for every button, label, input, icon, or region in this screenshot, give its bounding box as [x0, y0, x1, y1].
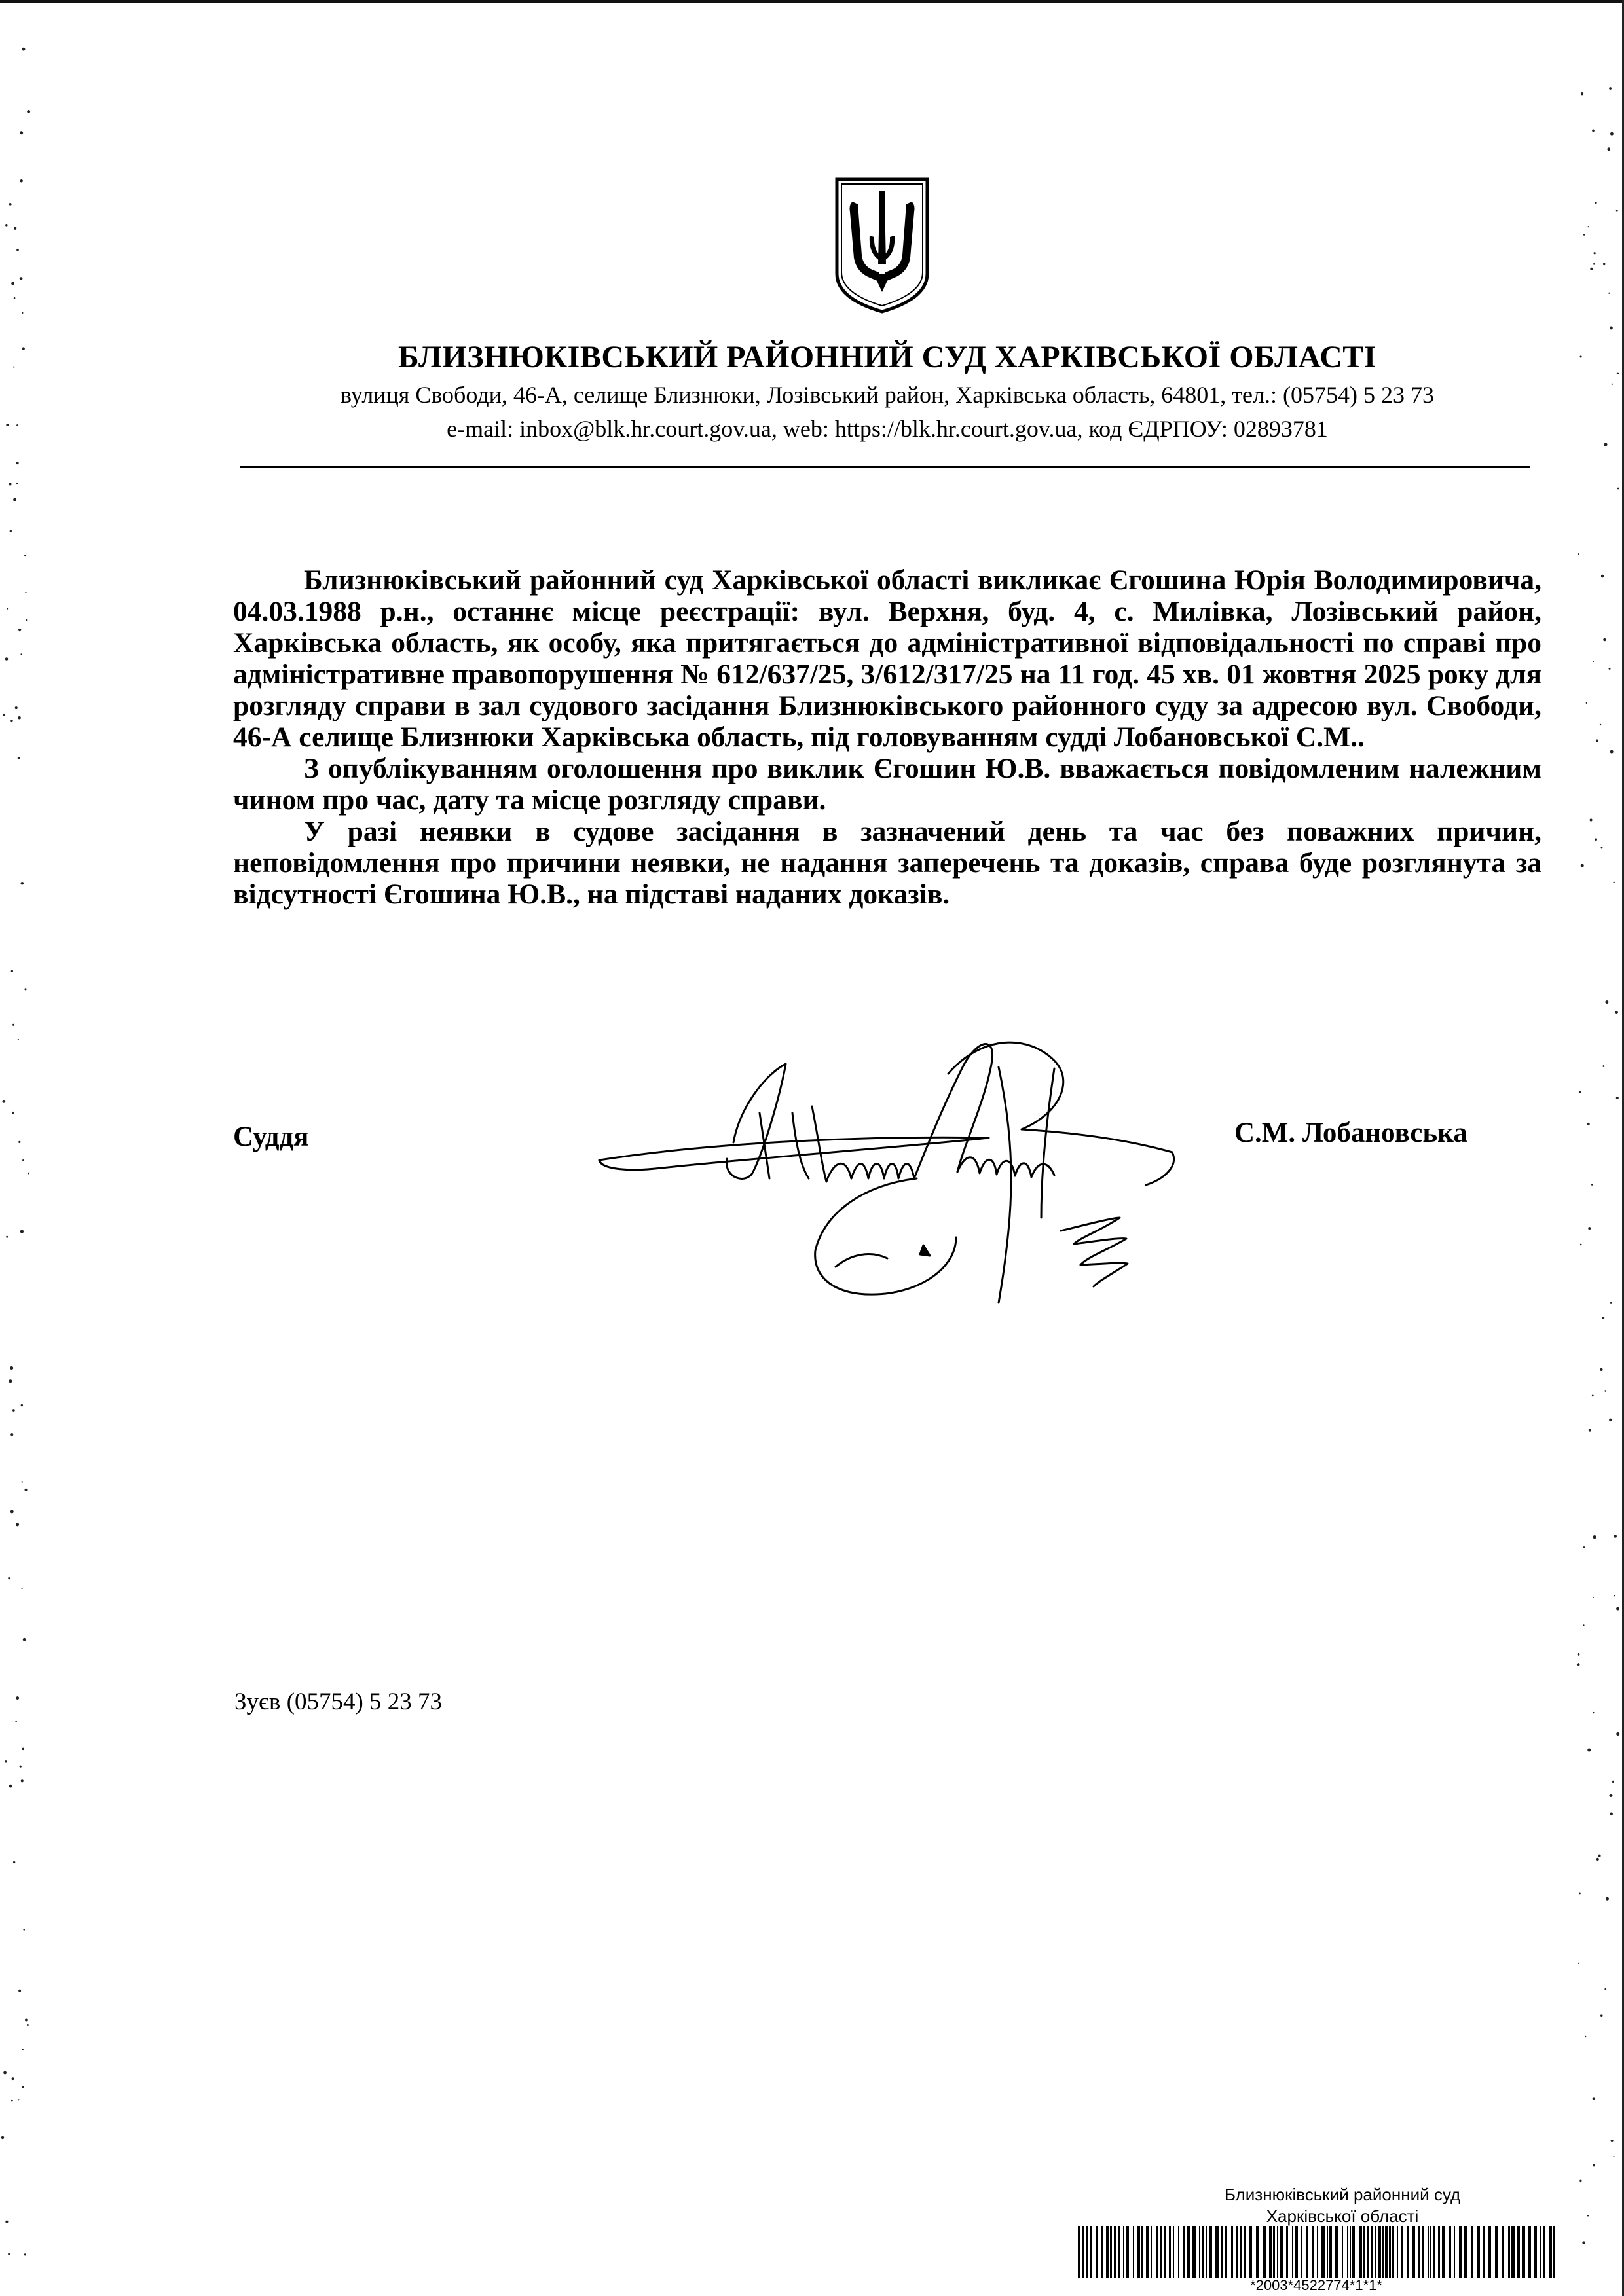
barcode-bar — [1295, 2226, 1298, 2278]
scan-speck — [1604, 1390, 1606, 1392]
scan-speck — [1593, 661, 1594, 662]
scan-speck — [1613, 882, 1614, 883]
barcode-bar — [1178, 2226, 1179, 2278]
scan-speck — [21, 1404, 23, 1406]
barcode-bar — [1277, 2226, 1278, 2278]
barcode-bar — [1273, 2226, 1275, 2278]
scan-speck — [14, 227, 16, 230]
barcode-bar — [1192, 2226, 1196, 2278]
scan-speck — [1602, 1317, 1605, 1319]
barcode-bar — [1263, 2226, 1266, 2278]
barcode-bar — [1292, 2226, 1293, 2278]
barcode-bar — [1464, 2226, 1467, 2278]
barcode-bar — [1286, 2226, 1288, 2278]
barcode-bar — [1438, 2226, 1440, 2278]
scan-speck — [16, 249, 19, 251]
scan-speck — [15, 706, 18, 709]
scan-speck — [1603, 638, 1606, 641]
scan-speck — [21, 1779, 24, 1782]
scan-speck — [1610, 1302, 1612, 1304]
scan-speck — [1591, 1184, 1593, 1186]
scan-speck — [2, 1100, 5, 1103]
scan-speck — [22, 2086, 24, 2088]
barcode-bar — [1528, 2226, 1531, 2278]
scan-speck — [22, 48, 26, 51]
barcode — [1078, 2226, 1555, 2278]
barcode-bar — [1114, 2226, 1116, 2278]
scan-speck — [1603, 263, 1606, 266]
scan-speck — [1611, 2140, 1614, 2142]
scan-speck — [9, 1379, 12, 1383]
scan-speck — [1598, 1855, 1600, 1857]
barcode-bar — [1126, 2226, 1129, 2278]
scan-speck — [26, 619, 27, 621]
barcode-bar — [1206, 2226, 1207, 2278]
scan-speck — [23, 1638, 26, 1641]
barcode-bar — [1082, 2226, 1084, 2278]
scan-speck — [1593, 2164, 1595, 2167]
scan-speck — [1604, 443, 1608, 446]
barcode-bar — [1156, 2226, 1158, 2278]
scan-speck — [22, 1159, 24, 1161]
scan-speck — [18, 1990, 21, 1992]
scan-speck — [20, 179, 23, 182]
scan-speck — [12, 1024, 14, 1026]
barcode-bar — [1199, 2226, 1200, 2278]
scan-speck — [5, 657, 9, 661]
scan-speck — [1596, 739, 1598, 742]
scan-speck — [13, 498, 16, 501]
scan-speck — [1610, 750, 1614, 754]
scan-speck — [9, 483, 12, 485]
scan-speck — [1600, 724, 1601, 725]
scan-speck — [1616, 210, 1618, 212]
barcode-bar — [1317, 2226, 1318, 2278]
barcode-bar — [1375, 2226, 1376, 2278]
scan-speck — [11, 282, 14, 285]
barcode-bar — [1385, 2226, 1388, 2278]
scan-speck — [3, 714, 5, 716]
scan-speck — [14, 297, 16, 299]
scan-speck — [1595, 838, 1597, 841]
scan-speck — [1616, 1607, 1619, 1611]
scan-speck — [1587, 1748, 1591, 1751]
barcode-bar — [1244, 2226, 1246, 2278]
barcode-bar — [1221, 2226, 1223, 2278]
scan-speck — [1579, 2180, 1581, 2182]
scan-speck — [1604, 1988, 1606, 1990]
barcode-bar — [1418, 2226, 1420, 2278]
barcode-bar — [1454, 2226, 1455, 2278]
scan-speck — [1609, 668, 1611, 670]
barcode-bar — [1335, 2226, 1338, 2278]
court-name-heading: БЛИЗНЮКІВСЬКИЙ РАЙОННИЙ СУД ХАРКІВСЬКОЇ ОБЛАСТІ — [398, 340, 1376, 374]
scan-speck — [13, 1861, 15, 1863]
barcode-bar — [1389, 2226, 1391, 2278]
scan-speck — [1587, 2215, 1589, 2217]
scan-speck — [11, 2100, 13, 2102]
barcode-bar — [1407, 2226, 1409, 2278]
scan-speck — [1587, 1123, 1590, 1125]
scan-speck — [20, 131, 23, 134]
scan-speck — [22, 312, 23, 314]
barcode-bar — [1101, 2226, 1103, 2278]
barcode-bar — [1118, 2226, 1120, 2278]
scan-speck — [1602, 1065, 1604, 1067]
barcode-bar — [1096, 2226, 1098, 2278]
barcode-bar — [1363, 2226, 1365, 2278]
scan-speck — [11, 970, 13, 972]
barcode-bar — [1347, 2226, 1348, 2278]
scan-speck — [22, 1748, 25, 1751]
scan-speck — [1586, 702, 1587, 704]
barcode-bar — [1350, 2226, 1351, 2278]
scan-speck — [1578, 1653, 1580, 1656]
stamp-line-2: Харківської області — [1266, 2206, 1419, 2226]
barcode-bar — [1517, 2226, 1520, 2278]
scan-speck — [22, 2049, 24, 2050]
barcode-bar — [1240, 2226, 1242, 2278]
scan-speck — [6, 1236, 8, 1238]
barcode-bar — [1522, 2226, 1525, 2278]
scan-speck — [25, 592, 26, 593]
scan-speck — [10, 1366, 13, 1370]
scan-speck — [24, 2253, 26, 2255]
barcode-bar — [1249, 2226, 1252, 2278]
scan-speck — [1612, 1781, 1614, 1783]
scan-speck — [1581, 864, 1584, 867]
scan-speck — [1589, 1429, 1591, 1432]
barcode-bar — [1327, 2226, 1328, 2278]
barcode-bar — [1137, 2226, 1140, 2278]
scan-speck — [25, 2018, 28, 2021]
scan-speck — [1610, 132, 1614, 136]
scan-speck — [1579, 1892, 1581, 1894]
scan-speck — [5, 224, 8, 227]
scan-speck — [1593, 263, 1595, 265]
scan-speck — [8, 2253, 10, 2255]
scan-speck — [1615, 1011, 1618, 1014]
scan-speck — [27, 110, 30, 113]
barcode-bar — [1508, 2226, 1510, 2278]
barcode-bar — [1236, 2226, 1238, 2278]
scan-speck — [1606, 1897, 1609, 1901]
scan-speck — [5, 2221, 8, 2223]
scan-speck — [12, 2077, 14, 2080]
barcode-bar — [1352, 2226, 1355, 2278]
scan-speck — [1577, 1663, 1580, 1666]
scan-speck — [15, 1721, 16, 1722]
scan-speck — [1582, 2241, 1585, 2244]
scan-speck — [9, 1785, 12, 1788]
scan-speck — [1578, 553, 1579, 555]
scan-speck — [3, 2071, 7, 2075]
coat-of-arms-icon — [833, 175, 931, 314]
barcode-bar — [1321, 2226, 1325, 2278]
stamp-line-1: Близнюківський районний суд — [1224, 2185, 1461, 2204]
scan-speck — [1, 2136, 4, 2139]
barcode-bar — [1164, 2226, 1166, 2278]
scan-speck — [20, 653, 22, 655]
barcode-bar — [1488, 2226, 1491, 2278]
scan-speck — [24, 988, 26, 990]
scan-speck — [1601, 575, 1604, 578]
scan-speck — [1600, 1368, 1602, 1371]
barcode-number: *2003*4522774*1*1* — [1250, 2277, 1382, 2293]
barcode-bar — [1483, 2226, 1485, 2278]
scan-speck — [1609, 1794, 1612, 1797]
barcode-bar — [1209, 2226, 1212, 2278]
barcode-bar — [1231, 2226, 1233, 2278]
barcode-bar — [1371, 2226, 1373, 2278]
scan-speck — [25, 1489, 28, 1491]
scan-speck — [1604, 444, 1607, 446]
scan-speck — [1592, 129, 1595, 132]
scan-speck — [22, 1481, 23, 1482]
barcode-bar — [1543, 2226, 1545, 2278]
scan-speck — [1583, 1546, 1585, 1548]
barcode-bar — [1378, 2226, 1381, 2278]
barcode-bar — [1422, 2226, 1424, 2278]
scan-speck — [1610, 327, 1613, 330]
scan-speck — [1593, 1597, 1594, 1598]
scan-speck — [1593, 1712, 1594, 1713]
barcode-bar — [1280, 2226, 1283, 2278]
scan-speck — [1592, 1394, 1594, 1396]
scan-speck — [27, 2024, 29, 2026]
barcode-bar — [1078, 2226, 1080, 2278]
scan-speck — [1616, 1732, 1619, 1736]
barcode-bar — [1397, 2226, 1398, 2278]
barcode-bar — [1540, 2226, 1541, 2278]
barcode-bar — [1495, 2226, 1498, 2278]
barcode-bar — [1534, 2226, 1537, 2278]
barcode-bar — [1123, 2226, 1124, 2278]
barcode-bar — [1549, 2226, 1552, 2278]
barcode-bar — [1312, 2226, 1314, 2278]
scan-speck — [1595, 202, 1596, 204]
barcode-bar — [1428, 2226, 1429, 2278]
barcode-bar — [1502, 2226, 1504, 2278]
scan-speck — [1593, 1535, 1596, 1539]
barcode-bar — [1215, 2226, 1219, 2278]
barcode-bar — [1187, 2226, 1190, 2278]
judge-name: С.М. Лобановська — [1234, 1118, 1467, 1148]
scan-speck — [9, 203, 12, 206]
court-stamp — [1133, 2184, 1552, 2227]
scan-speck — [1593, 2097, 1595, 2100]
barcode-bar — [1106, 2226, 1109, 2278]
barcode-bar — [1471, 2226, 1473, 2278]
scan-speck — [10, 1510, 14, 1514]
scan-speck — [18, 629, 21, 631]
scan-speck — [1605, 1000, 1608, 1004]
barcode-bar — [1433, 2226, 1435, 2278]
scan-speck — [16, 462, 19, 464]
scan-speck — [1581, 92, 1583, 95]
contact-phone-note: Зуєв (05754) 5 23 73 — [234, 1688, 443, 1715]
barcode-bar — [1086, 2226, 1088, 2278]
scan-speck — [18, 1039, 19, 1040]
barcode-bar — [1110, 2226, 1112, 2278]
scan-speck — [18, 716, 21, 720]
barcode-bar — [1269, 2226, 1272, 2278]
scan-speck — [1613, 2156, 1614, 2157]
barcode-bar — [1151, 2226, 1152, 2278]
scan-speck — [1614, 1535, 1617, 1538]
scan-speck — [1579, 1091, 1581, 1093]
header-divider — [240, 466, 1530, 468]
scan-speck — [1590, 818, 1593, 821]
scan-speck — [16, 483, 18, 484]
scan-speck — [21, 882, 24, 885]
scan-speck — [12, 1112, 14, 1114]
barcode-bar — [1225, 2226, 1227, 2278]
scan-speck — [8, 1577, 10, 1579]
scan-speck — [1600, 2014, 1603, 2017]
barcode-bar — [1169, 2226, 1171, 2278]
notification-paragraph: З опублікуванням оголошення про виклик Єгошин Ю.В. вважається повідомленим належним чином про час, дату та місце розгляду справи. — [233, 753, 1541, 816]
barcode-bar — [1342, 2226, 1343, 2278]
barcode-bar — [1459, 2226, 1462, 2278]
court-contacts: e-mail: inbox@blk.hr.court.gov.ua, web: https://blk.hr.court.gov.ua, код ЄДРПОУ: 02893781 — [447, 416, 1328, 442]
barcode-bar — [1553, 2226, 1555, 2278]
scan-speck — [1580, 1244, 1582, 1246]
absence-consequence-paragraph: У разі неявки в судове засідання в зазначений день та час без поважних причин, неповідомлення про причини неявки, не надання заперечень та доказів, справа буде розглянута за відсутності Єгошина Ю.В., на підставі наданих доказів. — [233, 816, 1541, 910]
barcode-bar — [1256, 2226, 1259, 2278]
barcode-bar — [1367, 2226, 1369, 2278]
barcode-bar — [1160, 2226, 1162, 2278]
scan-speck — [1585, 2036, 1586, 2037]
scan-speck — [28, 1173, 29, 1175]
scan-speck — [20, 277, 23, 280]
scan-speck — [1583, 1624, 1585, 1626]
barcode-bar — [1141, 2226, 1143, 2278]
barcode-bar — [1430, 2226, 1431, 2278]
notice-body — [233, 564, 1541, 910]
scan-speck — [1594, 252, 1596, 254]
barcode-bar — [1412, 2226, 1415, 2278]
scan-speck — [1608, 293, 1610, 294]
barcode-bar — [1146, 2226, 1149, 2278]
scan-speck — [1609, 1419, 1612, 1421]
barcode-bar — [1301, 2226, 1302, 2278]
scan-speck — [1609, 87, 1612, 90]
barcode-bar — [1401, 2226, 1403, 2278]
scan-speck — [7, 608, 8, 610]
scan-speck — [1578, 1963, 1579, 1964]
barcode-bar — [1359, 2226, 1362, 2278]
court-address: вулиця Свободи, 46-А, селище Близнюки, Лозівський район, Харківська область, 64801, тел.: (05754) 5 23 73 — [341, 382, 1434, 408]
barcode-bar — [1133, 2226, 1134, 2278]
scan-speck — [20, 1766, 22, 1768]
scan-top-edge — [0, 0, 1624, 3]
scan-speck — [1614, 1595, 1615, 1596]
barcode-bar — [1477, 2226, 1480, 2278]
scan-speck — [1607, 147, 1610, 151]
scan-speck — [1617, 488, 1619, 490]
scan-speck — [10, 1433, 13, 1436]
scan-speck — [1596, 1858, 1599, 1861]
scan-speck — [10, 720, 13, 722]
scan-speck — [1601, 847, 1603, 849]
scan-speck — [23, 1929, 25, 1931]
barcode-bar — [1090, 2226, 1092, 2278]
barcode-bar — [1442, 2226, 1445, 2278]
scan-speck — [24, 555, 26, 556]
scan-speck — [12, 1409, 15, 1412]
barcode-bar — [1511, 2226, 1515, 2278]
scan-speck — [1590, 268, 1593, 270]
barcode-bar — [1306, 2226, 1308, 2278]
barcode-bar — [1392, 2226, 1394, 2278]
scan-speck — [1587, 226, 1589, 227]
scan-speck — [18, 1141, 20, 1143]
scan-speck — [16, 1696, 19, 1700]
scan-speck — [1616, 1097, 1619, 1099]
barcode-bar — [1202, 2226, 1204, 2278]
barcode-bar — [1382, 2226, 1384, 2278]
scan-speck — [18, 757, 20, 759]
scan-speck — [20, 1230, 24, 1233]
barcode-bar — [1329, 2226, 1332, 2278]
judge-role-label: Суддя — [233, 1121, 309, 1152]
scan-speck — [22, 1588, 23, 1589]
scan-speck — [1583, 234, 1585, 236]
scan-speck — [1588, 1227, 1591, 1230]
barcode-bar — [1183, 2226, 1185, 2278]
scan-speck — [10, 530, 12, 532]
scan-speck — [18, 2099, 20, 2100]
summons-paragraph: Близнюківський районний суд Харківської області викликає Єгошина Юрія Володимировича, 04.03.1988 р.н., останнє місце реєстрації: вул. Верхня, буд. 4, с. Милівка, Лозівський район, Харківська область, як особу, яка притягається до адміністративної відповідальності по справі про адміністративне правопорушення № 612/637/25, 3/612/317/25 на 11 год. 45 хв. 01 жовтня 2025 року для розгляду справи в зал судового засідання Близнюківського районного суду за адресою вул. Свободи, 46-А селище Близнюки Харківська область, під головуванням судді Лобановської С.М.. — [233, 564, 1541, 753]
barcode-bar — [1173, 2226, 1174, 2278]
barcode-bar — [1449, 2226, 1451, 2278]
scan-speck — [16, 1523, 19, 1526]
scan-speck — [1610, 1812, 1613, 1815]
scan-speck — [5, 1760, 7, 1762]
